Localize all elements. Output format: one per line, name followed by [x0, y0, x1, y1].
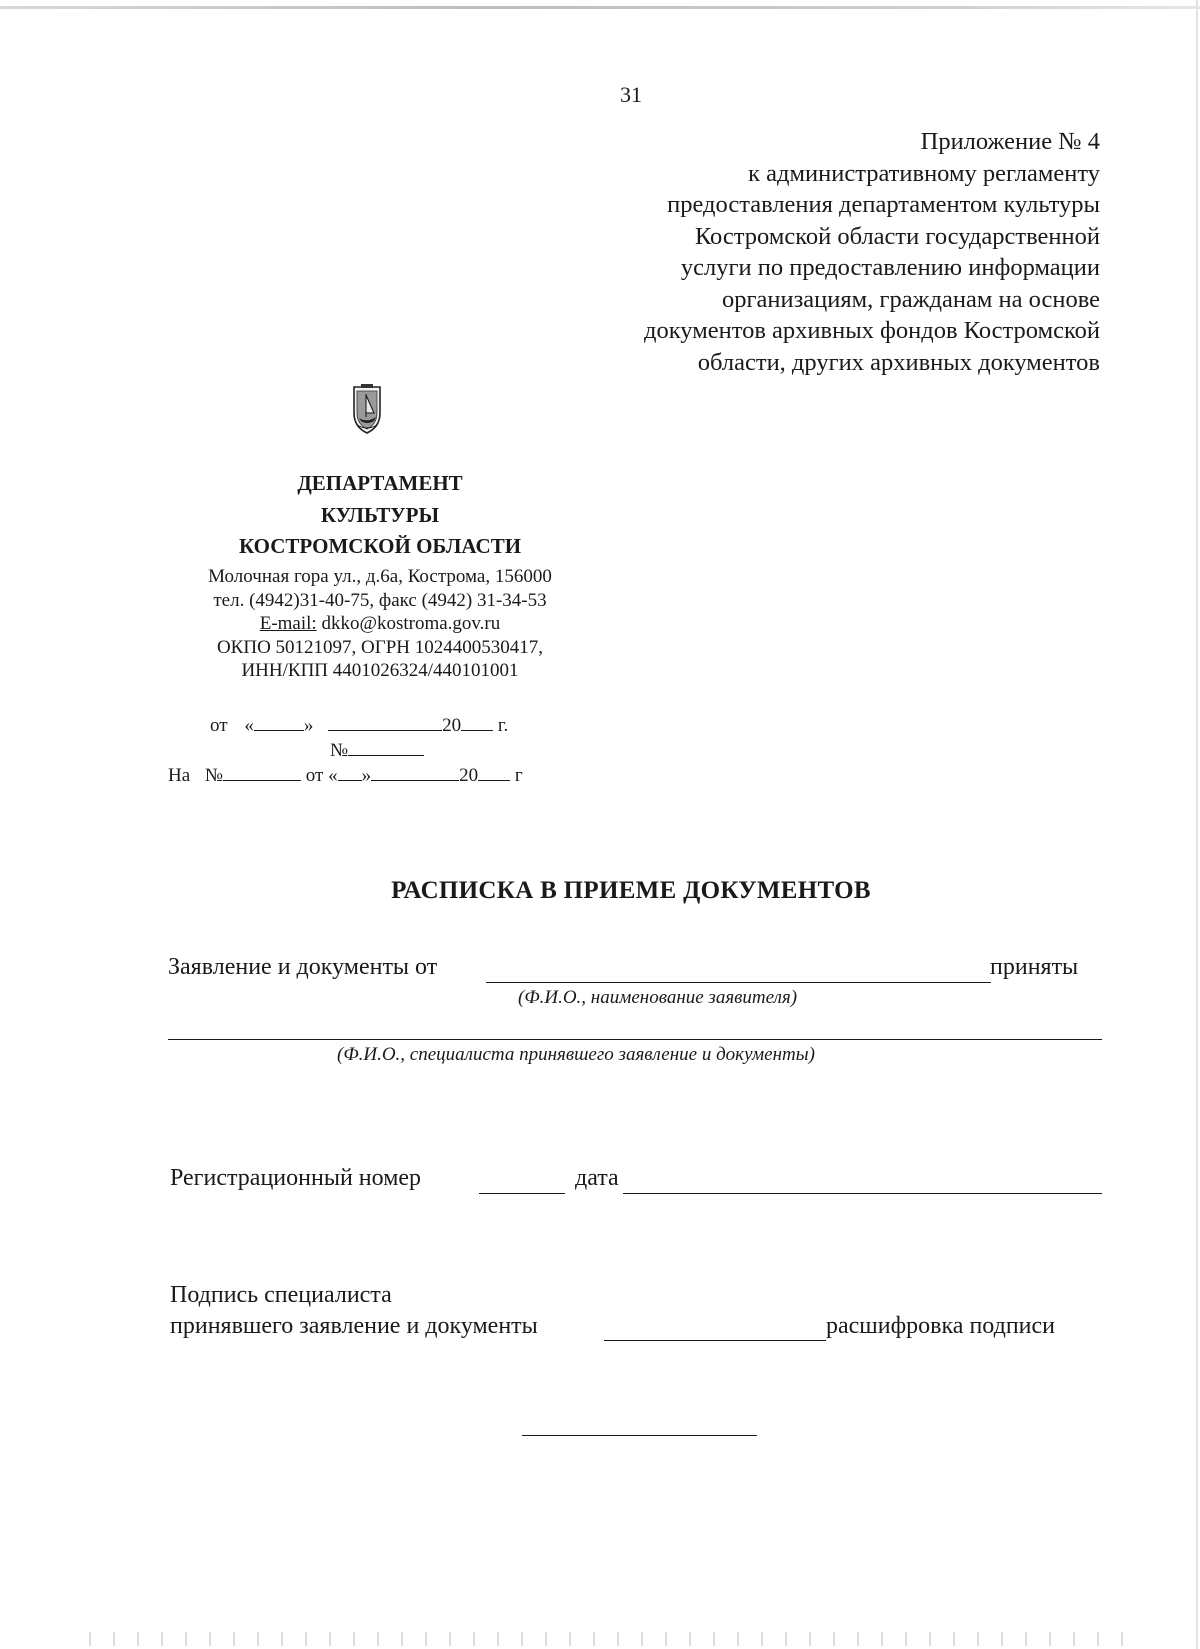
- reply-close-quote: »: [361, 765, 372, 786]
- scan-edge-right: [1196, 0, 1198, 1649]
- signature-blank[interactable]: [604, 1340, 826, 1341]
- annex-line: организациям, гражданам на основе: [721, 285, 1100, 313]
- from-label: от: [210, 715, 228, 736]
- close-quote: »: [303, 715, 314, 736]
- year-suffix: г.: [497, 715, 509, 736]
- coat-of-arms-icon: [349, 383, 385, 441]
- reply-line: [168, 762, 523, 787]
- department-name-line: КОСТРОМСКОЙ ОБЛАСТИ: [238, 534, 522, 558]
- signature-label-line2: принявшего заявление и документы: [170, 1313, 538, 1339]
- reg-number-blank[interactable]: [479, 1193, 565, 1194]
- department-name: [160, 468, 600, 563]
- reply-year-suffix: г: [514, 765, 523, 786]
- date-label: дата: [575, 1165, 619, 1191]
- email-address: dkko@kostroma.gov.ru: [316, 613, 501, 634]
- outgoing-date-line: [210, 712, 508, 737]
- email-label: E-mail:: [259, 613, 317, 634]
- scan-edge-top: [0, 6, 1200, 9]
- open-quote: «: [244, 715, 254, 736]
- document-title: РАСПИСКА В ПРИЕМЕ ДОКУМЕНТОВ: [391, 877, 871, 904]
- annex-line: документов архивных фондов Костромской: [644, 317, 1100, 344]
- reg-date-blank[interactable]: [623, 1193, 1102, 1194]
- number-label: №: [330, 740, 349, 761]
- annex-line: Костромской области государственной: [694, 222, 1100, 250]
- specialist-blank[interactable]: [168, 1039, 1102, 1040]
- year-field[interactable]: [461, 712, 493, 731]
- reply-year-field[interactable]: [478, 762, 510, 781]
- statement-prefix: Заявление и документы от: [168, 954, 438, 980]
- reply-number-field[interactable]: [223, 762, 301, 781]
- statement-suffix: приняты: [990, 954, 1079, 980]
- reply-month-field[interactable]: [371, 762, 459, 781]
- reg-number-label: Регистрационный номер: [170, 1165, 422, 1191]
- page-number: 31: [620, 82, 642, 107]
- department-address: Молочная гора ул., д.6а, Кострома, 156000: [208, 566, 552, 587]
- closing-separator: [522, 1435, 757, 1436]
- department-name-line: КУЛЬТУРЫ: [320, 502, 440, 527]
- reply-from-label: от «: [305, 765, 338, 786]
- signature-decode-label: расшифровка подписи: [826, 1313, 1056, 1339]
- reply-number-label: №: [204, 765, 224, 786]
- annex-line: предоставления департаментом культуры: [667, 191, 1100, 218]
- annex-line: области, других архивных документов: [697, 348, 1100, 376]
- reply-label: На: [168, 765, 191, 786]
- department-name-line: ДЕПАРТАМЕНТ: [297, 471, 463, 495]
- annex-header: [560, 126, 1100, 378]
- applicant-hint: (Ф.И.О., наименование заявителя): [518, 987, 798, 1008]
- reply-day-field[interactable]: [338, 762, 362, 781]
- scan-noise-bottom: [80, 1632, 1140, 1646]
- department-okpo-ogrn: ОКПО 50121097, ОГРН 1024400530417,: [216, 636, 544, 658]
- month-field[interactable]: [328, 712, 442, 731]
- applicant-blank[interactable]: [486, 982, 991, 983]
- reply-year-prefix: 20: [459, 765, 479, 786]
- specialist-hint: (Ф.И.О., специалиста принявшего заявление и документы): [337, 1044, 815, 1065]
- outgoing-number-field[interactable]: [348, 737, 424, 756]
- annex-line: Приложение № 4: [920, 128, 1100, 155]
- year-prefix: 20: [442, 715, 462, 736]
- day-field[interactable]: [254, 712, 304, 731]
- department-email: [160, 612, 600, 636]
- department-contacts: [160, 565, 600, 683]
- department-phone: тел. (4942)31-40-75, факс (4942) 31-34-53: [213, 589, 547, 611]
- annex-line: к административному регламенту: [748, 159, 1100, 187]
- signature-label-line1: Подпись специалиста: [170, 1282, 392, 1308]
- annex-line: услуги по предоставлению информации: [680, 254, 1100, 281]
- outgoing-number-line: [330, 737, 424, 762]
- department-inn-kpp: ИНН/КПП 4401026324/440101001: [241, 660, 519, 681]
